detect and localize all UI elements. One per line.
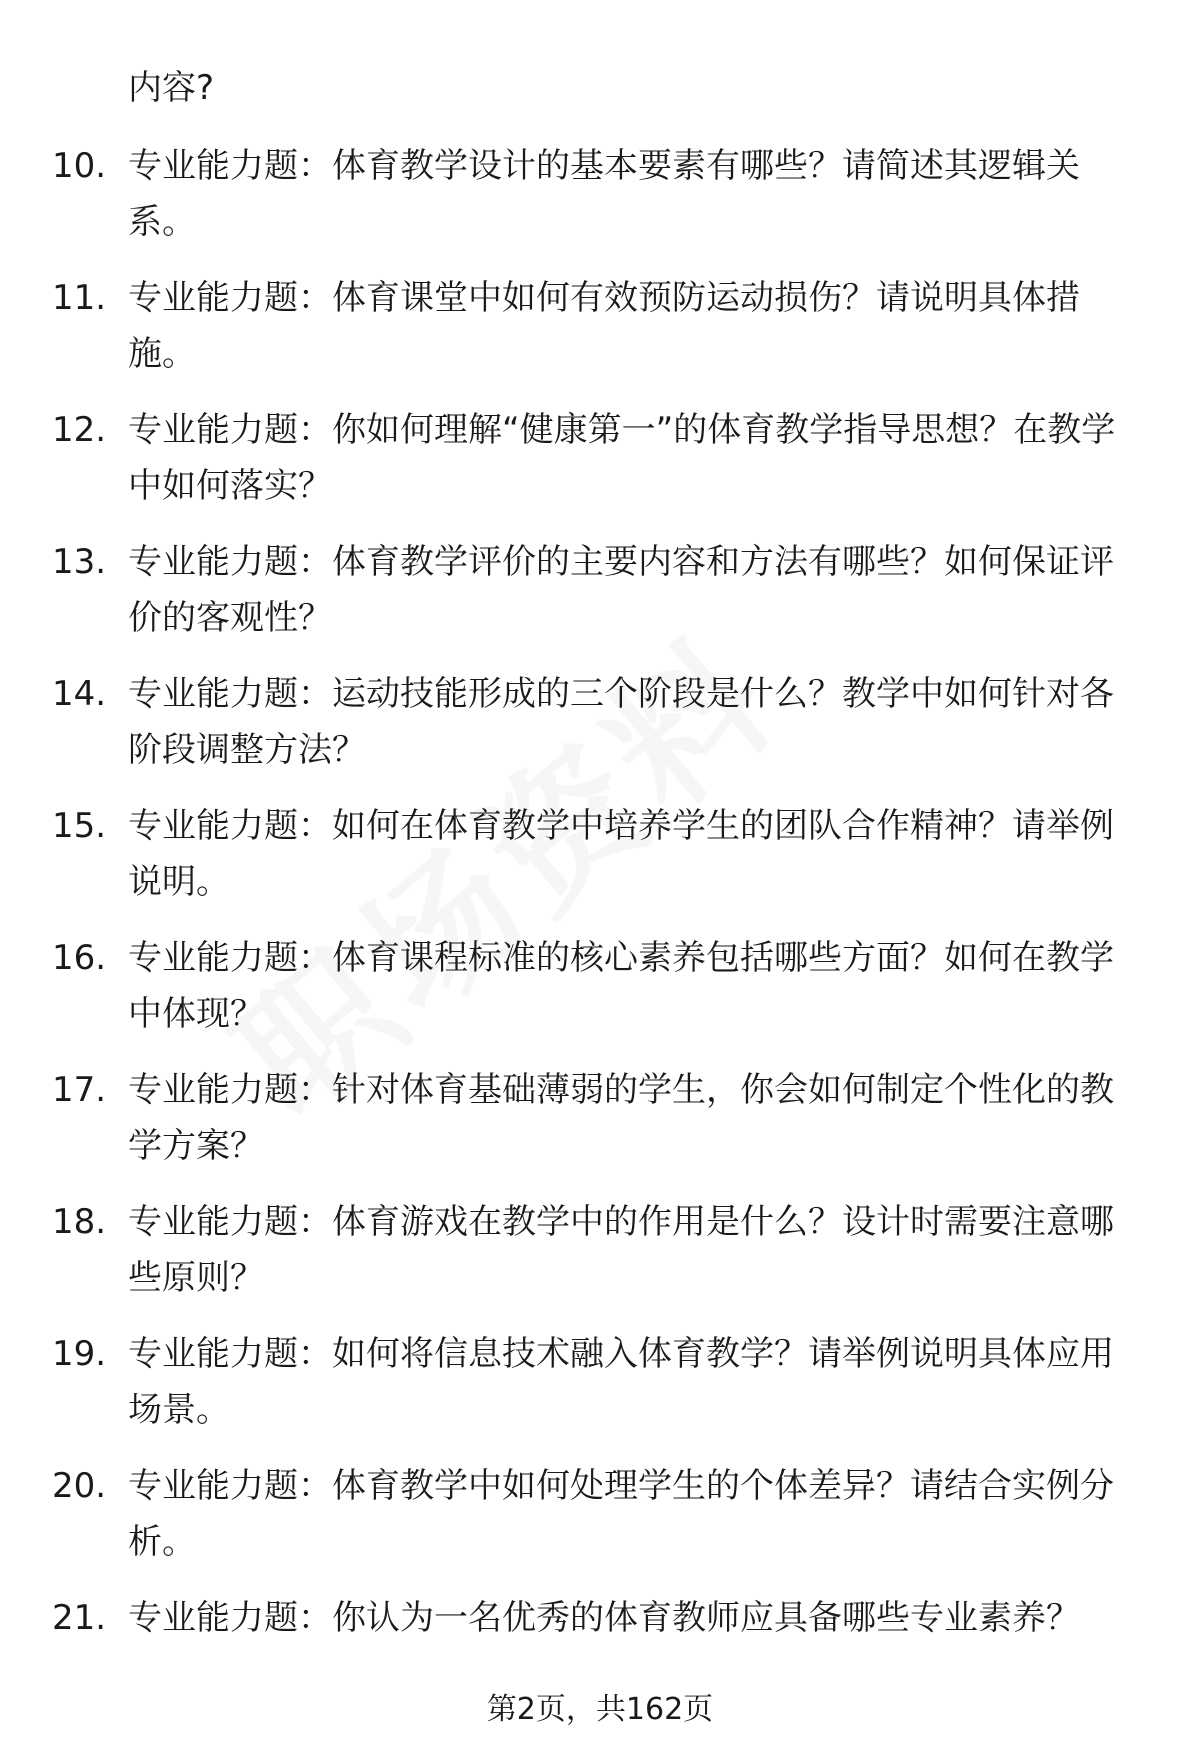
question-item [0,1326,1200,1458]
question-item [0,534,1200,666]
continuation-text: 内容? [128,68,215,108]
question-number: 12. [52,410,107,450]
question-text: 专业能力题：针对体育基础薄弱的学生，你会如何制定个性化的教学方案？ [128,1070,1114,1166]
question-number: 18. [52,1202,107,1242]
page-footer: 第2页，共162页 [486,1692,714,1727]
question-number: 16. [52,938,107,978]
question-item [0,798,1200,930]
question-item [0,1194,1200,1326]
question-text: 专业能力题：如何将信息技术融入体育教学？请举例说明具体应用场景。 [128,1334,1114,1430]
question-number: 14. [52,674,107,714]
question-item [0,666,1200,798]
question-text: 专业能力题：运动技能形成的三个阶段是什么？教学中如何针对各阶段调整方法？ [128,674,1114,770]
question-text: 专业能力题：你如何理解“健康第一”的体育教学指导思想？在教学中如何落实？ [128,410,1116,506]
question-text: 专业能力题：体育教学设计的基本要素有哪些？请简述其逻辑关系。 [128,146,1080,242]
question-text: 专业能力题：体育游戏在教学中的作用是什么？设计时需要注意哪些原则？ [128,1202,1114,1298]
question-text: 专业能力题：体育课堂中如何有效预防运动损伤？请说明具体措施。 [128,278,1080,374]
question-item [0,138,1200,270]
question-item [0,270,1200,402]
question-text: 专业能力题：体育教学评价的主要内容和方法有哪些？如何保证评价的客观性？ [128,542,1114,638]
question-item [0,930,1200,1062]
question-number: 11. [52,278,107,318]
question-number: 21. [52,1598,107,1638]
question-text: 专业能力题：如何在体育教学中培养学生的团队合作精神？请举例说明。 [128,806,1114,902]
question-number: 17. [52,1070,107,1110]
question-item [0,402,1200,534]
question-item [0,1458,1200,1590]
question-number: 15. [52,806,107,846]
question-text: 专业能力题：你认为一名优秀的体育教师应具备哪些专业素养？ [128,1598,1080,1638]
question-number: 13. [52,542,107,582]
question-number: 10. [52,146,107,186]
question-list [0,138,1200,1722]
question-text: 专业能力题：体育教学中如何处理学生的个体差异？请结合实例分析。 [128,1466,1114,1562]
question-item [0,1062,1200,1194]
question-text: 专业能力题：体育课程标准的核心素养包括哪些方面？如何在教学中体现？ [128,938,1114,1034]
question-number: 20. [52,1466,107,1506]
question-number: 19. [52,1334,107,1374]
